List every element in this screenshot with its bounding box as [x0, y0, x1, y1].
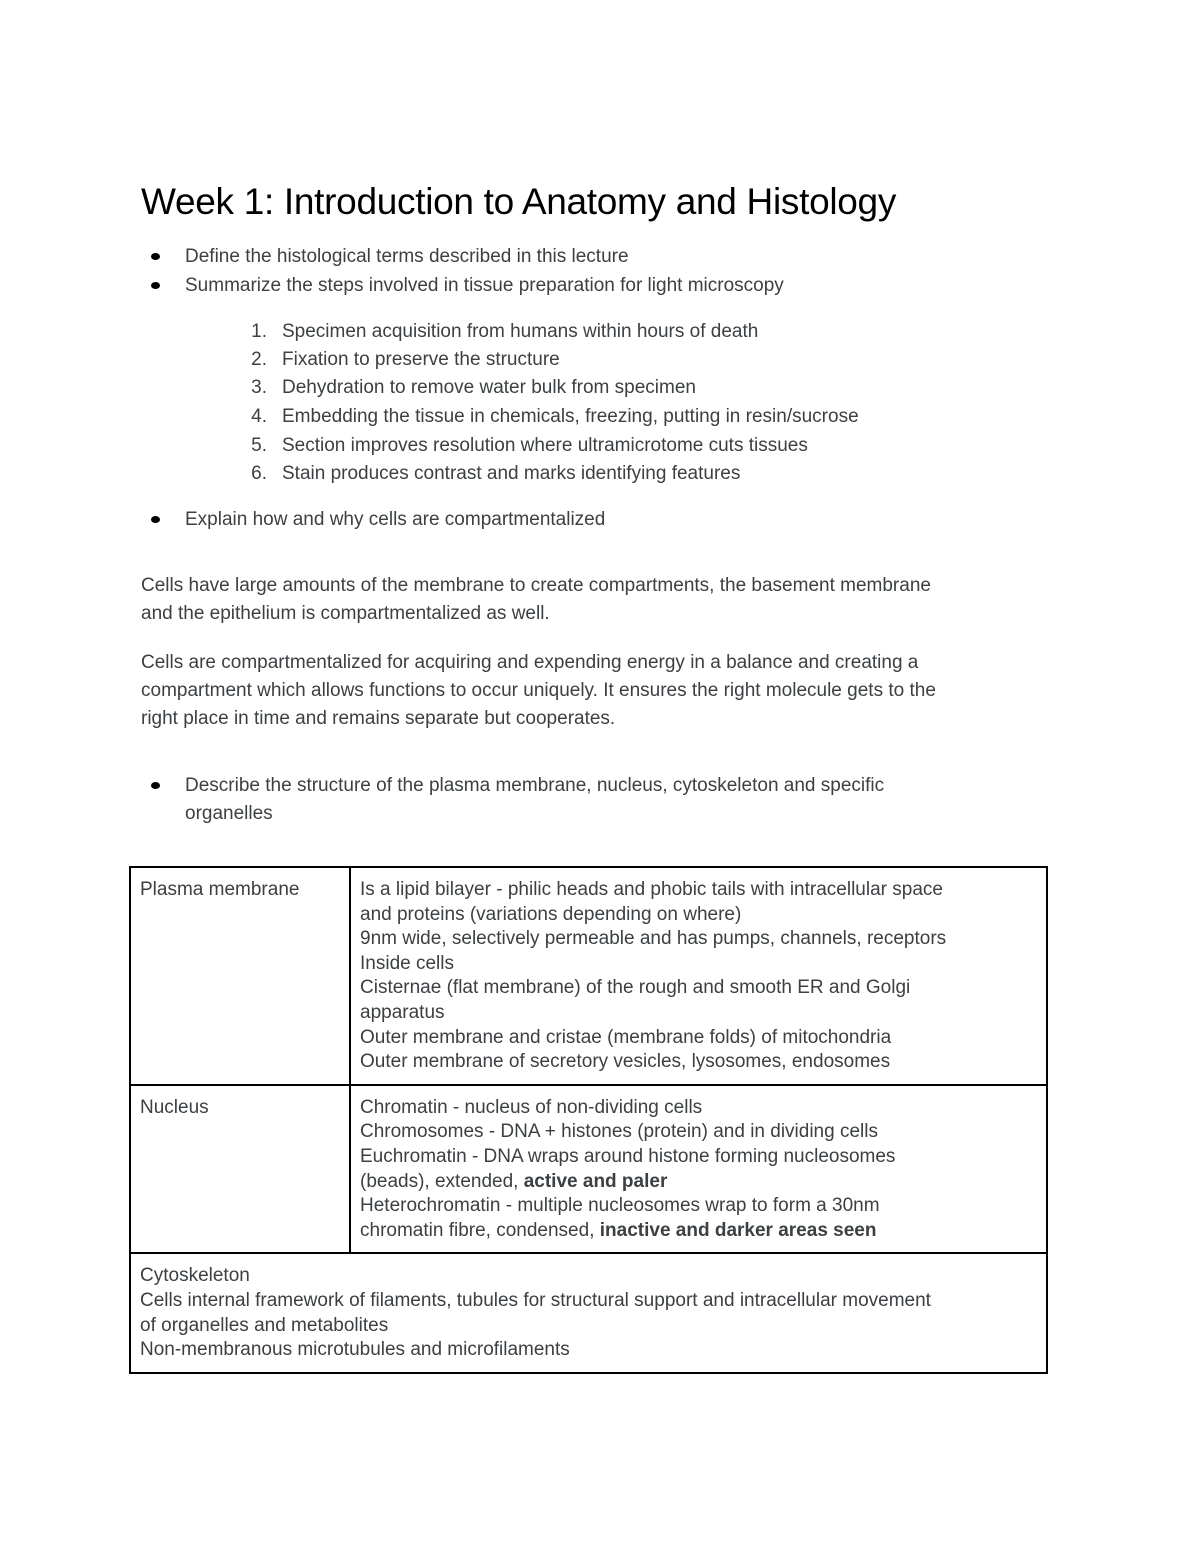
description-line: Cisternae (flat membrane) of the rough and smooth ER and Golgi — [360, 977, 911, 999]
description-line: Is a lipid bilayer - philic heads and phobic tails with intracellular space — [360, 879, 943, 900]
description-line: and proteins (variations depending on where) — [360, 903, 742, 925]
description-text: (beads), extended, — [360, 1170, 524, 1192]
step-text: Embedding the tissue in chemicals, freezing, putting in resin/sucrose — [282, 406, 859, 427]
structure-table — [129, 866, 1048, 1374]
step-number: 3. — [251, 377, 267, 398]
step-text: Fixation to preserve the structure — [282, 349, 560, 370]
description-line: Outer membrane and cristae (membrane folds) of mitochondria — [360, 1026, 892, 1048]
objective-describe-line: Describe the structure of the plasma membrane, nucleus, cytoskeleton and specific — [185, 775, 885, 796]
description-line: Heterochromatin - multiple nucleosomes wrap to form a 30nm — [360, 1195, 880, 1217]
page-title: Week 1: Introduction to Anatomy and Histology — [141, 181, 897, 222]
paragraph-energy-line: Cells are compartmentalized for acquiring and expending energy in a balance and creating a — [141, 652, 919, 673]
description-text: chromatin fibre, condensed, — [360, 1219, 600, 1241]
step-number: 2. — [251, 349, 267, 370]
description-line: Chromatin - nucleus of non-dividing cells — [360, 1096, 703, 1118]
table-row-plasma-membrane — [130, 867, 1047, 1085]
description-line: 9nm wide, selectively permeable and has pumps, channels, receptors — [360, 928, 947, 950]
cytoskeleton-cell — [130, 1253, 1047, 1372]
description-line: Non-membranous microtubules and microfilaments — [140, 1339, 570, 1361]
description-line: Chromosomes - DNA + histones (protein) and in dividing cells — [360, 1121, 878, 1143]
step-text: Dehydration to remove water bulk from specimen — [282, 377, 696, 398]
description-line: Outer membrane of secretory vesicles, lysosomes, endosomes — [360, 1051, 891, 1073]
table-row-nucleus — [130, 1085, 1047, 1254]
table-row-cytoskeleton — [130, 1253, 1047, 1372]
description-line: Inside cells — [360, 952, 454, 974]
objective-explain: Explain how and why cells are compartmentalized — [185, 509, 606, 530]
description-line: Cells internal framework of filaments, tubules for structural support and intracellular movement — [140, 1289, 931, 1311]
step-number: 5. — [251, 435, 267, 456]
paragraph-energy-line: compartment which allows functions to occur uniquely. It ensures the right molecule gets to the — [141, 680, 936, 701]
step-text: Section improves resolution where ultramicrotome cuts tissues — [282, 435, 808, 456]
paragraph-compartments-line: and the epithelium is compartmentalized as well. — [141, 603, 550, 624]
description-line — [360, 1219, 1037, 1244]
description-line: of organelles and metabolites — [140, 1314, 389, 1336]
objective-summarize: Summarize the steps involved in tissue preparation for light microscopy — [185, 275, 784, 296]
objective-describe-line: organelles — [185, 803, 273, 824]
step-text: Specimen acquisition from humans within hours of death — [282, 321, 759, 342]
cytoskeleton-label: Cytoskeleton — [140, 1265, 250, 1287]
bullet-icon — [151, 782, 160, 789]
objective-define: Define the histological terms described in this lecture — [185, 246, 629, 267]
plasma-membrane-description — [350, 867, 1047, 1085]
paragraph-compartments-line: Cells have large amounts of the membrane to create compartments, the basement membrane — [141, 575, 931, 596]
paragraph-energy-line: right place in time and remains separate but cooperates. — [141, 708, 616, 729]
step-text: Stain produces contrast and marks identifying features — [282, 463, 741, 484]
description-line: apparatus — [360, 1001, 445, 1023]
nucleus-description — [350, 1085, 1047, 1254]
bullet-icon — [151, 282, 160, 289]
emphasis-active-paler: active and paler — [523, 1170, 668, 1192]
bullet-icon — [151, 253, 160, 260]
bullet-icon — [151, 516, 160, 523]
description-line: Euchromatin - DNA wraps around histone forming nucleosomes — [360, 1145, 896, 1167]
emphasis-inactive-darker: inactive and darker areas seen — [599, 1219, 877, 1241]
step-number: 1. — [251, 321, 267, 342]
step-number: 4. — [251, 406, 267, 427]
description-line — [360, 1170, 1037, 1195]
nucleus-label: Nucleus — [130, 1085, 350, 1254]
step-number: 6. — [251, 463, 267, 484]
plasma-membrane-label: Plasma membrane — [130, 867, 350, 1085]
